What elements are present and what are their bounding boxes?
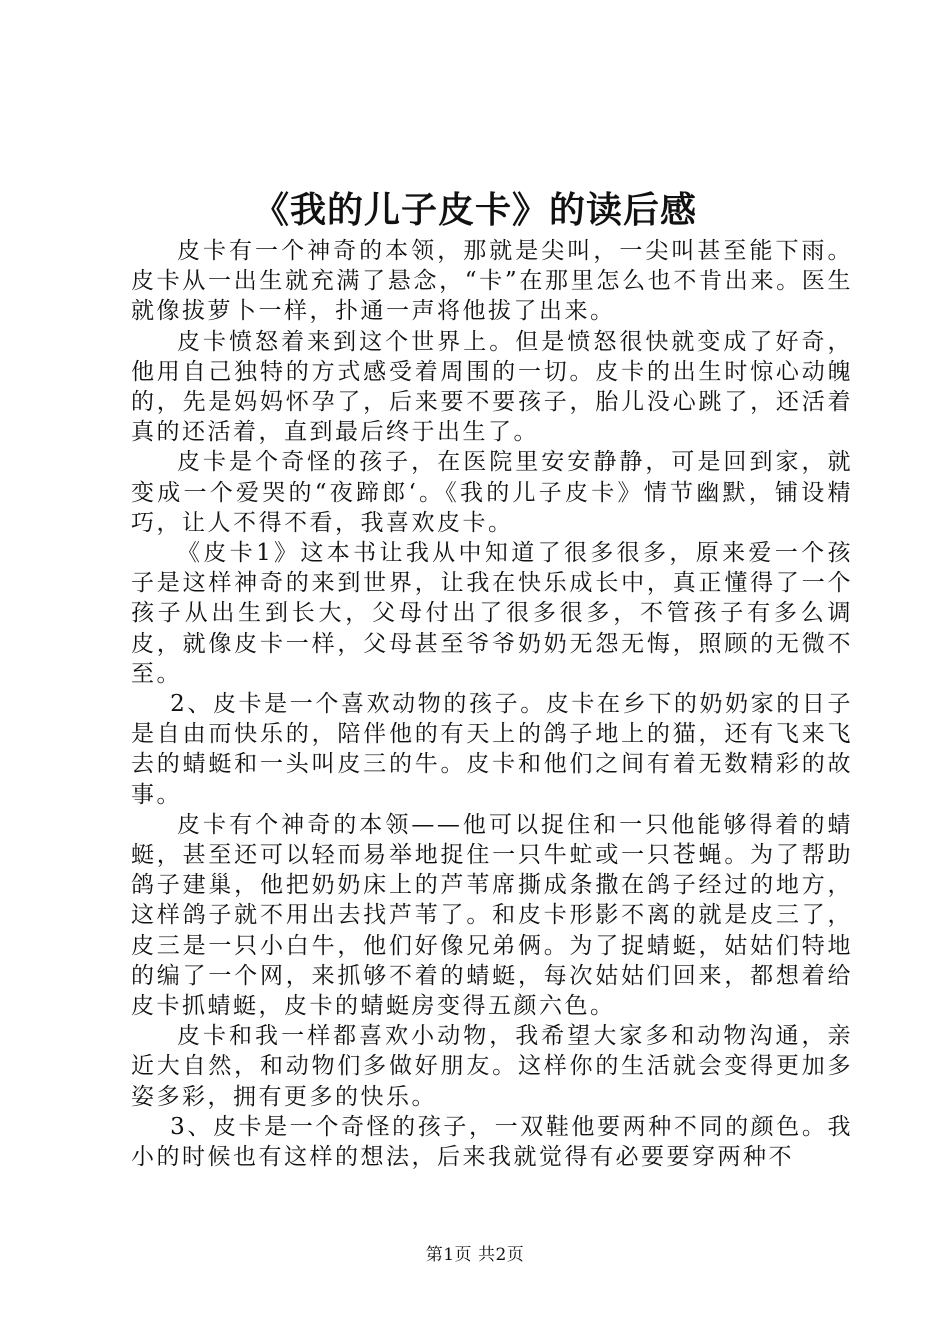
document-body <box>131 236 853 1172</box>
page-footer: 第1页 共2页 <box>425 1245 525 1265</box>
paragraph: 3、皮卡是一个奇怪的孩子，一双鞋他要两种不同的颜色。我小的时候也有这样的想法，后来我就觉得有必要要穿两种不 <box>131 1113 853 1171</box>
document-title: 《我的儿子皮卡》的读后感 <box>252 189 697 231</box>
paragraph: 2、皮卡是一个喜欢动物的孩子。皮卡在乡下的奶奶家的日子是自由而快乐的，陪伴他的有天上的鸽子地上的猫，还有飞来飞去的蜻蜓和一头叫皮三的牛。皮卡和他们之间有着无数精彩的故事。 <box>131 691 853 808</box>
paragraph: 《皮卡1》这本书让我从中知道了很多很多，原来爱一个孩子是这样神奇的来到世界，让我在快乐成长中，真正懂得了一个孩子从出生到长大，父母付出了很多很多，不管孩子有多么调皮，就像皮卡一样，父母甚至爷爷奶奶无怨无悔，照顾的无微不至。 <box>131 540 853 687</box>
paragraph: 皮卡有个神奇的本领——他可以捉住和一只他能够得着的蜻蜓，甚至还可以轻而易举地捉住一只牛虻或一只苍蝇。为了帮助鸽子建巢，他把奶奶床上的芦苇席撕成条撒在鸽子经过的地方，这样鸽子就不用出去找芦苇了。和皮卡形影不离的就是皮三了，皮三是一只小白牛，他们好像兄弟俩。为了捉蜻蜓，姑姑们特地的编了一个网，来抓够不着的蜻蜓，每次姑姑们回来，都想着给皮卡抓蜻蜓，皮卡的蜻蜓房变得五颜六色。 <box>131 811 853 1020</box>
paragraph: 皮卡愤怒着来到这个世界上。但是愤怒很快就变成了好奇，他用自己独特的方式感受着周围的一切。皮卡的出生时惊心动魄的，先是妈妈怀孕了，后来要不要孩子，胎儿没心跳了，还活着真的还活着，直到最后终于出生了。 <box>131 328 853 446</box>
paragraph: 皮卡和我一样都喜欢小动物，我希望大家多和动物沟通，亲近大自然，和动物们多做好朋友。这样你的生活就会变得更加多姿多彩，拥有更多的快乐。 <box>131 1023 853 1110</box>
paragraph: 皮卡是个奇怪的孩子，在医院里安安静静，可是回到家，就变成一个爱哭的“夜蹄郎‘。《我的儿子皮卡》情节幽默，铺设精巧，让人不得不看，我喜欢皮卡。 <box>131 449 853 536</box>
paragraph: 皮卡有一个神奇的本领，那就是尖叫，一尖叫甚至能下雨。皮卡从一出生就充满了悬念，“卡”在那里怎么也不肯出来。医生就像拔萝卜一样，扑通一声将他拔了出来。 <box>131 238 853 325</box>
